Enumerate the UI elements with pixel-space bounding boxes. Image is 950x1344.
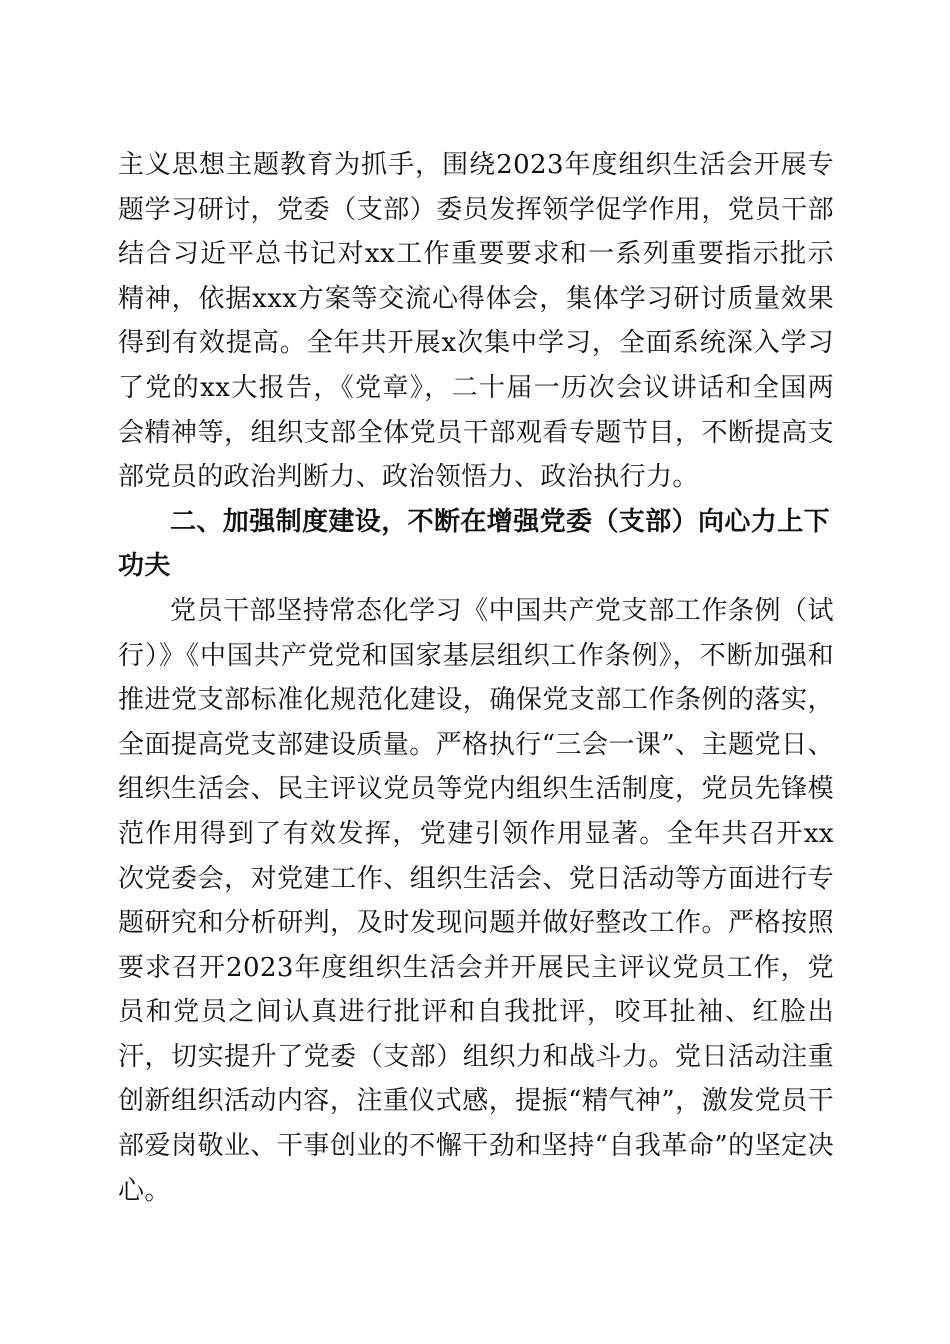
paragraph-continued: 主义思想主题教育为抓手，围绕2023年度组织生活会开展专题学习研讨，党委（支部）委员发挥领学促学作用，党员干部结合习近平总书记对xx工作重要要求和一系列重要指示批示精神，依据xxx方案等交流心得体会，集体学习研讨质量效果得到有效提高。全年共开展x次集中学习，全面系统深入学习了党的xx大报告，《党章》，二十届一历次会议讲话和全国两会精神等，组织支部全体党员干部观看专题节目，不断提高支部党员的政治判断力、政治领悟力、政治执行力。 bbox=[118, 150, 834, 493]
paragraph-body: 党员干部坚持常态化学习《中国共产党支部工作条例（试行）》《中国共产党党和国家基层组织工作条例》，不断加强和推进党支部标准化规范化建设，确保党支部工作条例的落实，全面提高党支部建设质量。严格执行“三会一课”、主题党日、组织生活会、民主评议党员等党内组织生活制度，党员先锋模范作用得到了有效发挥，党建引领作用显著。全年共召开xx次党委会，对党建工作、组织生活会、党日活动等方面进行专题研究和分析研判，及时发现问题并做好整改工作。严格按照要求召开2023年度组织生活会并开展民主评议党员工作，党员和党员之间认真进行批评和自我批评，咬耳扯袖、红脸出汗，切实提升了党委（支部）组织力和战斗力。党日活动注重创新组织活动内容，注重仪式感，提振“精气神”，激发党员干部爱岗敬业、干事创业的不懈干劲和坚持“自我革命”的坚定决心。 bbox=[118, 595, 834, 1206]
section-heading: 二、加强制度建设，不断在增强党委（支部）向心力上下功夫 bbox=[118, 506, 831, 582]
document-body bbox=[118, 143, 834, 1213]
